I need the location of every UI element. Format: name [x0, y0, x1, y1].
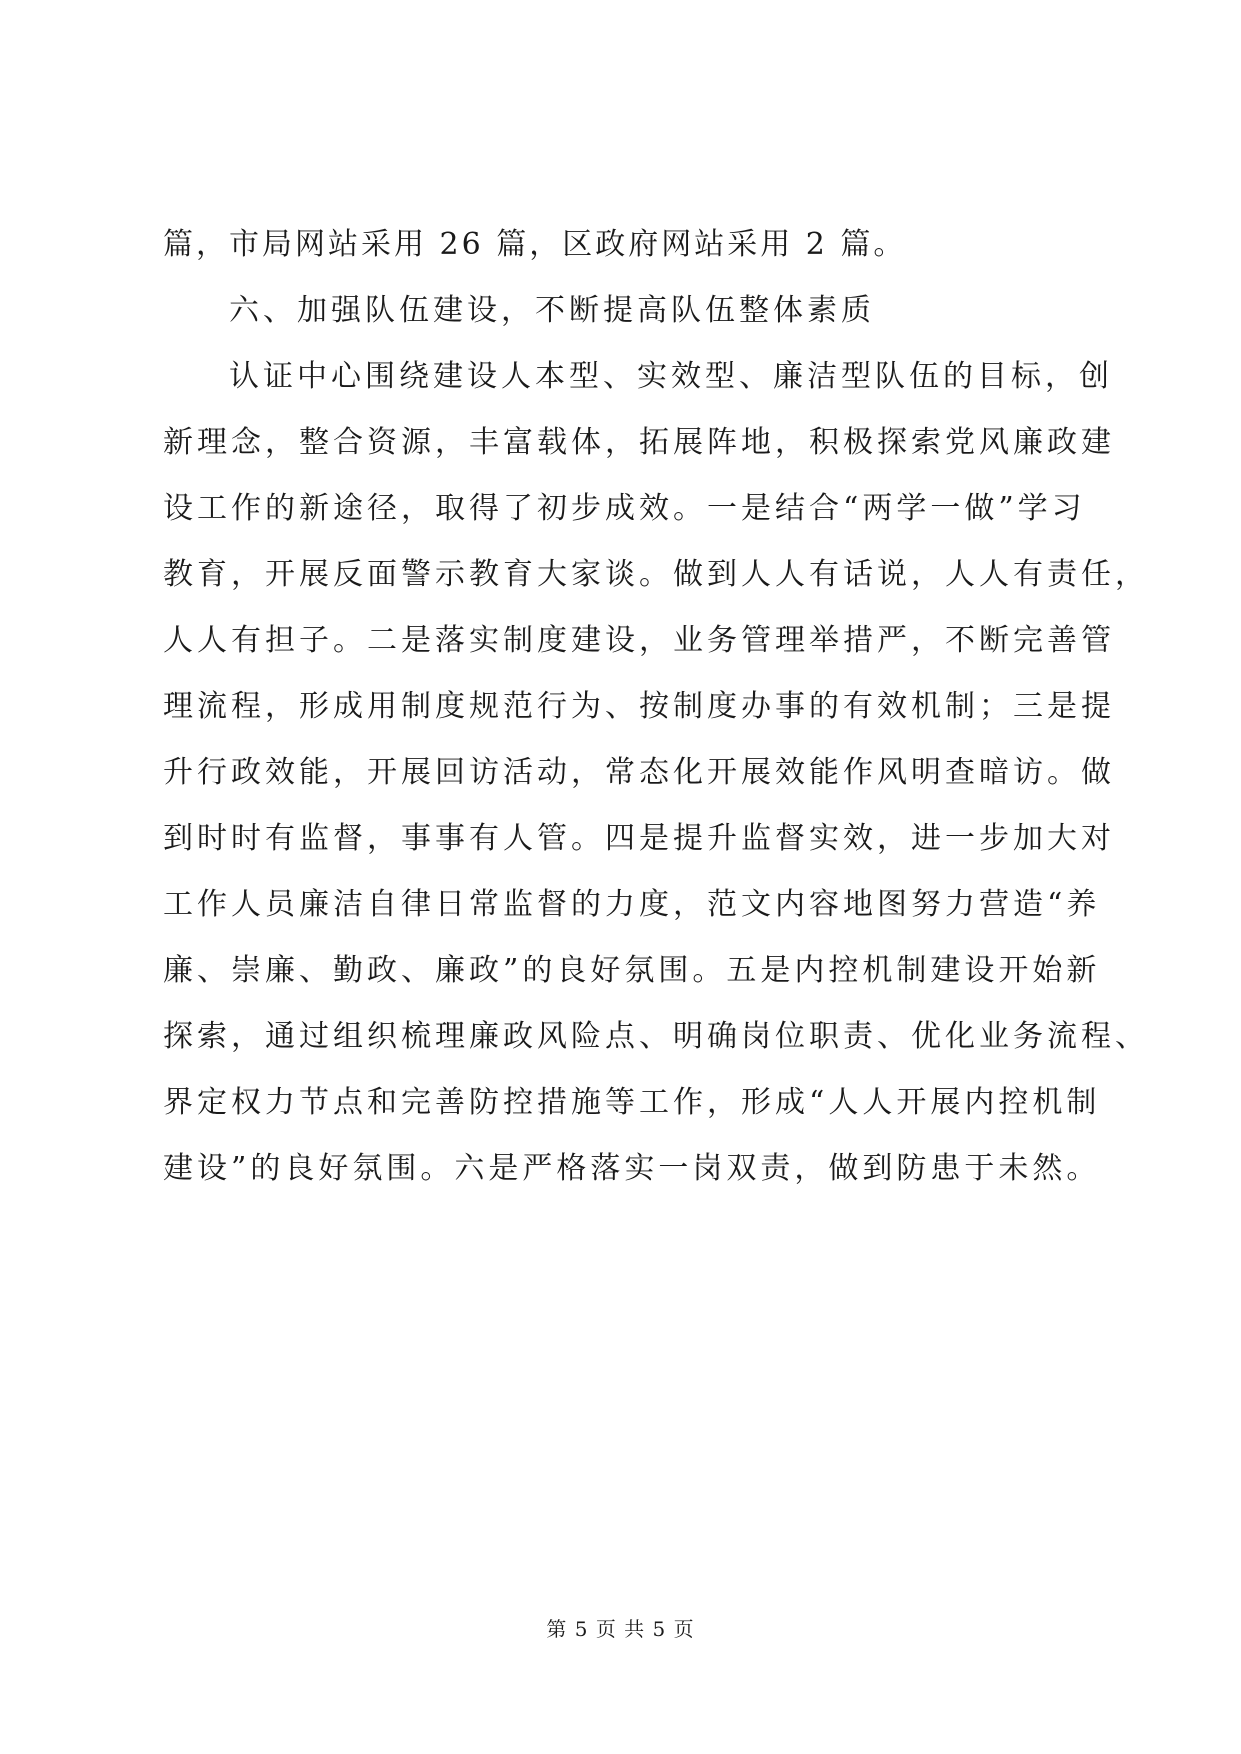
paragraph-line: 新理念，整合资源，丰富载体，拓展阵地，积极探索党风廉政建	[163, 425, 1115, 460]
paragraph-line: 到时时有监督，事事有人管。四是提升监督实效，进一步加大对	[163, 821, 1115, 856]
paragraph-continuation-line: 篇，市局网站采用 26 篇，区政府网站采用 2 篇。	[163, 227, 907, 262]
paragraph-line: 建设”的良好氛围。六是严格落实一岗双责，做到防患于未然。	[163, 1151, 1101, 1186]
document-body	[163, 212, 1149, 1202]
paragraph-line: 升行政效能，开展回访活动，常态化开展效能作风明查暗访。做	[163, 755, 1115, 790]
paragraph-line: 教育，开展反面警示教育大家谈。做到人人有话说，人人有责任，	[163, 557, 1149, 592]
paragraph-line: 探索，通过组织梳理廉政风险点、明确岗位职责、优化业务流程、	[163, 1019, 1149, 1054]
paragraph-line: 工作人员廉洁自律日常监督的力度，范文内容地图努力营造“养	[163, 887, 1101, 922]
paragraph-line: 廉、崇廉、勤政、廉政”的良好氛围。五是内控机制建设开始新	[163, 953, 1101, 988]
page-number-footer: 第 5 页 共 5 页	[546, 1617, 695, 1641]
section-heading: 六、加强队伍建设，不断提高队伍整体素质	[229, 293, 875, 328]
paragraph-line: 界定权力节点和完善防控措施等工作，形成“人人开展内控机制	[163, 1085, 1101, 1120]
paragraph-line: 认证中心围绕建设人本型、实效型、廉洁型队伍的目标，创	[229, 359, 1113, 394]
paragraph-line: 理流程，形成用制度规范行为、按制度办事的有效机制；三是提	[163, 689, 1115, 724]
paragraph-line: 人人有担子。二是落实制度建设，业务管理举措严，不断完善管	[163, 623, 1115, 658]
paragraph-line: 设工作的新途径，取得了初步成效。一是结合“两学一做”学习	[163, 491, 1086, 526]
